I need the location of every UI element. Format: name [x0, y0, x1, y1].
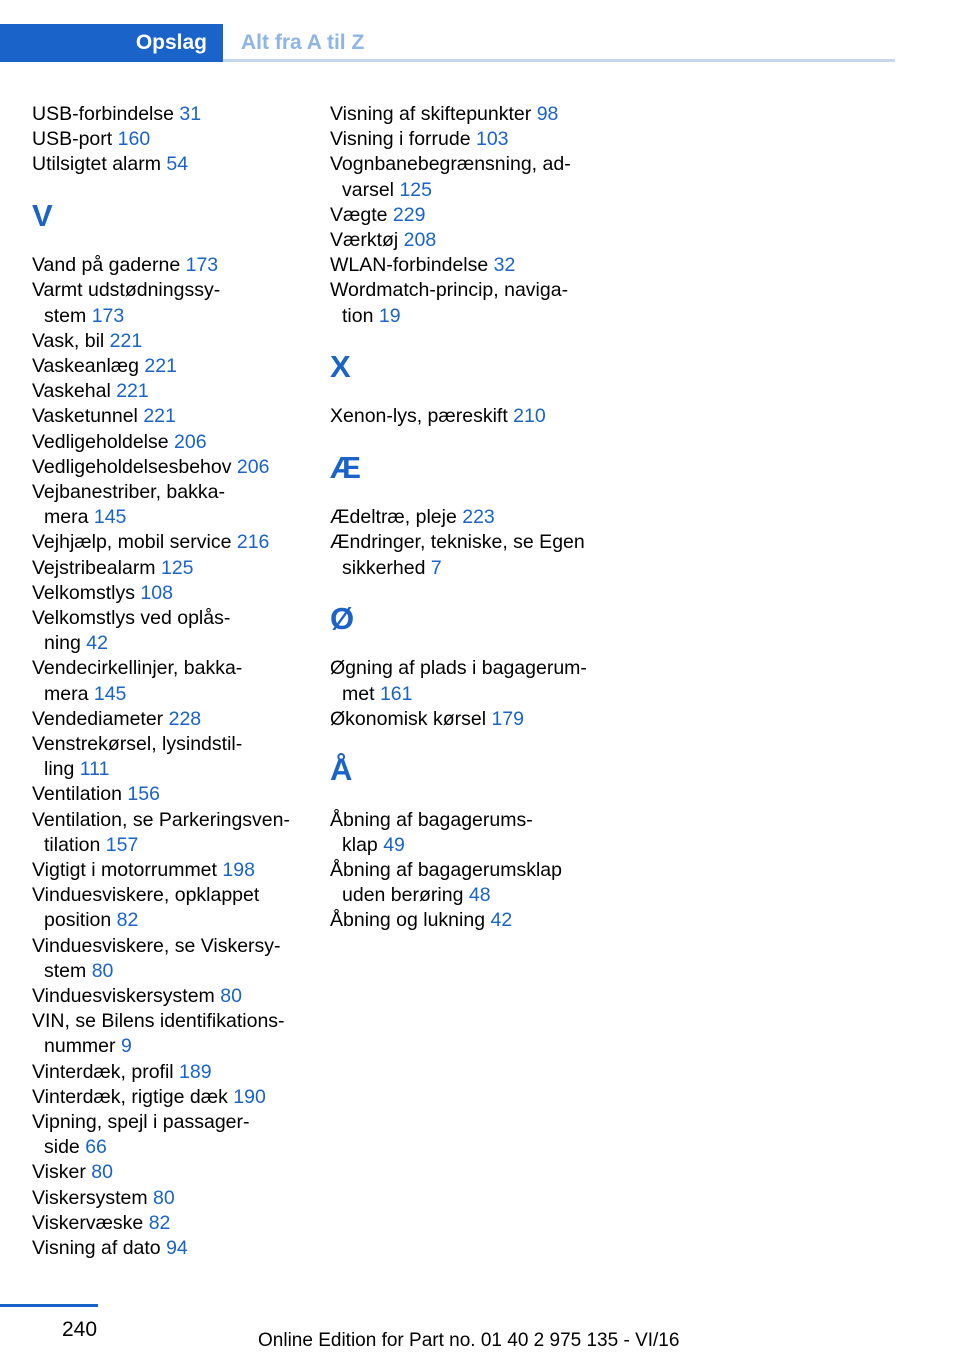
page-reference-link[interactable]: 111 — [79, 758, 110, 781]
page-reference-link[interactable]: 223 — [462, 506, 495, 529]
index-entry-line — [32, 1186, 302, 1211]
index-entry — [32, 1186, 302, 1211]
index-entry-text: uden berøring — [342, 884, 464, 907]
index-entry-text: Vejstribealarm — [32, 556, 156, 579]
page-reference-link[interactable]: 54 — [166, 153, 189, 176]
index-entry-text: stem — [44, 304, 87, 327]
page-reference-link[interactable]: 210 — [513, 405, 546, 428]
index-entry-text: position — [44, 909, 112, 932]
index-entry-text: nummer — [44, 1035, 116, 1058]
index-entry-line — [32, 404, 302, 429]
index-letter-heading: Ø — [330, 600, 355, 636]
index-entry-text: Vedligeholdelse — [32, 430, 169, 453]
page-number: 240 — [62, 1318, 98, 1341]
index-entry-line — [32, 883, 302, 908]
index-entry-line — [330, 505, 610, 530]
page-reference-link[interactable]: 80 — [220, 985, 242, 1008]
index-entry — [330, 152, 610, 202]
index-entry — [32, 808, 302, 858]
page-reference-link[interactable]: 208 — [403, 229, 437, 252]
index-entry-text: Vinterdæk, rigtige dæk — [32, 1085, 228, 1108]
index-entry-line — [330, 404, 610, 429]
index-entry-text: Visning af dato — [32, 1237, 161, 1260]
index-entry-line — [32, 379, 302, 404]
index-entry — [330, 858, 610, 908]
index-entry-text: Vinduesviskere, opklappet — [32, 884, 260, 907]
index-entry — [330, 228, 610, 253]
index-entry-line — [32, 782, 302, 807]
index-entry-text: Vipning, spejl i passager- — [32, 1111, 250, 1134]
index-entry — [32, 782, 302, 807]
index-column-left — [32, 102, 302, 1261]
index-entry-line — [330, 908, 610, 933]
index-entry-line — [330, 178, 610, 203]
index-entry-text: Visning i forrude — [330, 128, 471, 151]
index-entry-text: mera — [44, 506, 89, 529]
index-entry-text: side — [44, 1136, 80, 1159]
page-reference-link[interactable]: 145 — [93, 682, 127, 705]
index-entry-text: Vejhjælp, mobil service — [32, 531, 232, 554]
index-entry-line — [32, 556, 302, 581]
index-entry-line — [32, 127, 302, 152]
page-reference-link[interactable]: 82 — [148, 1211, 171, 1234]
index-entry-line — [330, 253, 610, 278]
index-entry-text: sikkerhed — [342, 556, 426, 579]
index-entry-line — [32, 455, 302, 480]
page-reference-link[interactable]: 160 — [117, 128, 151, 151]
index-entry-line — [32, 152, 302, 177]
section-tabs — [0, 24, 895, 62]
index-entry-line — [32, 430, 302, 455]
index-entry-text: met — [342, 682, 375, 705]
index-entry — [32, 606, 302, 656]
index-entry — [32, 455, 302, 480]
index-entry-line — [32, 732, 302, 757]
index-letter-heading: Æ — [330, 449, 361, 485]
index-entry-line — [32, 530, 302, 555]
index-entry — [32, 404, 302, 429]
page-reference-link[interactable]: 94 — [166, 1237, 188, 1260]
index-entry-line — [32, 631, 302, 656]
page-reference-link[interactable]: 125 — [160, 556, 194, 579]
page-reference-link[interactable]: 221 — [109, 329, 143, 352]
index-entry-text: Vinduesviskere, se Viskersy- — [32, 934, 281, 957]
footer-rule — [0, 1304, 98, 1307]
page-reference-link[interactable]: 161 — [379, 682, 413, 705]
page-reference-link[interactable]: 31 — [179, 103, 202, 125]
index-entry — [32, 480, 302, 530]
index-entry-line — [32, 354, 302, 379]
index-entry — [32, 127, 302, 152]
index-entry-line — [32, 934, 302, 959]
index-entry-text: Vægte — [330, 203, 388, 226]
index-entry-line — [330, 102, 610, 127]
index-entry-line — [32, 1085, 302, 1110]
index-column-right — [330, 102, 610, 934]
page-reference-link[interactable]: 189 — [179, 1060, 212, 1083]
index-entry-line — [330, 278, 610, 303]
index-letter-heading: V — [32, 197, 53, 233]
page-reference-link[interactable]: 206 — [174, 430, 207, 453]
index-entry-line — [32, 984, 302, 1009]
index-entry — [32, 1160, 302, 1185]
index-entry-line — [330, 656, 610, 681]
index-entry — [330, 707, 610, 732]
index-entry-text: Utilsigtet alarm — [32, 153, 161, 176]
index-entry — [330, 203, 610, 228]
index-entry — [330, 102, 610, 127]
index-entry-line — [330, 707, 610, 732]
index-entry-line — [32, 1135, 302, 1160]
index-entry — [32, 379, 302, 404]
index-entry — [330, 404, 610, 429]
index-entry-line — [32, 656, 302, 681]
index-entry-line — [330, 530, 610, 555]
index-entry — [32, 1060, 302, 1085]
index-entry-line — [32, 480, 302, 505]
index-entry — [32, 858, 302, 883]
index-entry-line — [330, 833, 610, 858]
index-entry-text: Åbning af bagagerumsklap — [330, 858, 562, 881]
index-entry — [32, 984, 302, 1009]
index-entry-line — [330, 152, 610, 177]
index-entry-text: Visning af skiftepunkter — [330, 103, 532, 125]
index-entry-line — [32, 253, 302, 278]
page-reference-link[interactable]: 42 — [490, 909, 513, 932]
index-entry — [330, 505, 610, 530]
page-reference-link[interactable]: 145 — [93, 506, 127, 529]
index-entry-text: USB-forbindelse — [32, 103, 174, 125]
index-entry-text: Økonomisk kørsel — [330, 707, 487, 730]
page-reference-link[interactable]: 7 — [430, 556, 442, 579]
index-entry-text: Wordmatch-princip, naviga- — [330, 279, 569, 302]
index-entry-line — [32, 581, 302, 606]
page-reference-link[interactable]: 66 — [85, 1136, 107, 1159]
index-entry-line — [330, 808, 610, 833]
page-reference-link[interactable]: 82 — [116, 909, 139, 932]
index-entry-line — [32, 102, 302, 127]
index-entry-line — [32, 606, 302, 631]
index-letter-heading: X — [330, 349, 351, 385]
index-entry-line — [32, 1009, 302, 1034]
index-entry — [330, 808, 610, 858]
index-entry-text: Ændringer, tekniske, se Egen — [330, 531, 585, 554]
index-entry-text: Ventilation, se Parkeringsven- — [32, 808, 290, 831]
index-entry-text: varsel — [342, 178, 395, 201]
index-entry-text: tilation — [44, 833, 101, 856]
index-entry — [32, 152, 302, 177]
index-entry — [32, 934, 302, 984]
page-reference-link[interactable]: 49 — [383, 833, 405, 856]
page-reference-link[interactable]: 156 — [127, 783, 160, 806]
index-entry-text: tion — [342, 304, 374, 327]
index-entry-text: Vinduesviskersystem — [32, 985, 215, 1008]
index-entry-line — [330, 127, 610, 152]
index-letter-heading: Å — [330, 752, 353, 788]
index-entry-line — [330, 883, 610, 908]
index-entry — [32, 1009, 302, 1059]
page-reference-link[interactable]: 157 — [105, 833, 139, 856]
index-entry-line — [32, 1110, 302, 1135]
page-reference-link[interactable]: 228 — [168, 707, 202, 730]
index-entry-text: Vendecirkellinjer, bakka- — [32, 657, 243, 680]
index-entry-line — [32, 1060, 302, 1085]
page-reference-link[interactable]: 173 — [91, 304, 125, 327]
index-entry-line — [32, 757, 302, 782]
index-entry-line — [32, 1034, 302, 1059]
index-entry — [32, 278, 302, 328]
index-entry-text: Vognbanebegrænsning, ad- — [330, 153, 571, 176]
index-entry-line — [32, 833, 302, 858]
page-reference-link[interactable]: 190 — [233, 1085, 266, 1108]
index-entry — [32, 581, 302, 606]
index-entry-text: Varmt udstødningssy- — [32, 279, 221, 302]
index-entry-text: Vendediameter — [32, 707, 164, 730]
page-reference-link[interactable]: 48 — [468, 884, 491, 907]
index-entry — [32, 102, 302, 127]
index-entry-line — [32, 908, 302, 933]
tab-underline — [223, 59, 895, 62]
index-entry-line — [330, 304, 610, 329]
index-entry-line — [330, 556, 610, 581]
index-entry-text: Ventilation — [32, 783, 122, 806]
index-entry-line — [32, 707, 302, 732]
index-entry-text: stem — [44, 959, 87, 982]
index-entry — [32, 253, 302, 278]
index-entry-text: Ædeltræ, pleje — [330, 506, 457, 529]
page-reference-link[interactable]: 103 — [475, 128, 509, 151]
page-reference-link[interactable]: 42 — [86, 632, 108, 655]
page-reference-link[interactable]: 80 — [153, 1186, 175, 1209]
page-reference-link[interactable]: 221 — [144, 354, 177, 377]
index-entry-text: Venstrekørsel, lysindstil- — [32, 733, 243, 756]
index-entry-line — [32, 505, 302, 530]
index-entry-text: Åbning og lukning — [330, 909, 486, 932]
index-entry-line — [32, 329, 302, 354]
index-entry — [32, 1085, 302, 1110]
index-entry-text: Øgning af plads i bagagerum- — [330, 657, 587, 680]
index-entry-line — [32, 858, 302, 883]
index-entry — [32, 1236, 302, 1261]
page-reference-link[interactable]: 221 — [116, 380, 149, 403]
index-entry-line — [32, 682, 302, 707]
index-entry-text: ning — [44, 632, 81, 655]
index-entry-line — [330, 203, 610, 228]
tab-opslag[interactable]: Opslag — [0, 24, 223, 62]
index-entry — [32, 1110, 302, 1160]
index-entry-text: WLAN-forbindelse — [330, 254, 489, 277]
index-entry-line — [330, 858, 610, 883]
index-entry-line — [32, 1211, 302, 1236]
index-entry-text: Vedligeholdelsesbehov — [32, 455, 232, 478]
index-entry-line — [32, 1160, 302, 1185]
index-entry-text: Viskervæske — [32, 1211, 144, 1234]
page-reference-link[interactable]: 32 — [493, 254, 516, 277]
page-reference-link[interactable]: 173 — [185, 254, 219, 277]
index-entry-text: Værktøj — [330, 229, 399, 252]
index-entry-line — [32, 808, 302, 833]
index-entry — [32, 329, 302, 354]
index-entry — [330, 127, 610, 152]
index-entry-line — [32, 304, 302, 329]
index-entry-text: Åbning af bagagerums- — [330, 808, 533, 831]
index-entry — [32, 430, 302, 455]
index-entry-line — [330, 228, 610, 253]
index-entry-text: VIN, se Bilens identifikations- — [32, 1010, 285, 1033]
index-entry-text: Viskersystem — [32, 1186, 148, 1209]
page-reference-link[interactable]: 179 — [491, 707, 524, 730]
index-entry-text: USB-port — [32, 128, 113, 151]
index-entry — [32, 530, 302, 555]
index-entry-text: Velkomstlys ved oplås- — [32, 607, 231, 630]
page-reference-link[interactable]: 216 — [236, 531, 270, 554]
page-reference-link[interactable]: 198 — [222, 859, 255, 882]
index-entry — [32, 732, 302, 782]
index-entry-text: Vasketunnel — [32, 405, 138, 428]
index-entry-text: Vaskeanlæg — [32, 354, 139, 377]
index-entry-text: Vejbanestriber, bakka- — [32, 481, 225, 503]
page-reference-link[interactable]: 80 — [91, 1161, 113, 1184]
page-reference-link[interactable]: 125 — [399, 178, 432, 201]
index-entry-text: Vask, bil — [32, 329, 105, 352]
page-reference-link[interactable]: 80 — [91, 959, 114, 982]
page-reference-link[interactable]: 98 — [536, 103, 559, 125]
index-entry — [330, 253, 610, 278]
index-entry-text: Xenon-lys, pæreskift — [330, 405, 508, 428]
edition-note: Online Edition for Part no. 01 40 2 975 135 - VI/16 — [258, 1330, 680, 1351]
index-entry — [330, 908, 610, 933]
page-reference-link[interactable]: 229 — [392, 203, 426, 226]
index-entry — [32, 556, 302, 581]
index-entry-text: ling — [44, 758, 75, 781]
index-entry-line — [32, 278, 302, 303]
index-entry-line — [32, 959, 302, 984]
index-entry — [32, 656, 302, 706]
page-reference-link[interactable]: 221 — [143, 405, 176, 428]
index-entry — [32, 354, 302, 379]
page-reference-link[interactable]: 19 — [378, 304, 401, 327]
page-reference-link[interactable]: 206 — [236, 455, 270, 478]
index-entry-text: klap — [342, 833, 378, 856]
index-entry-text: Vigtigt i motorrummet — [32, 859, 217, 882]
index-entry — [330, 278, 610, 328]
index-entry-text: Velkomstlys — [32, 581, 135, 604]
page-reference-link[interactable]: 108 — [140, 581, 173, 604]
index-entry-text: Visker — [32, 1161, 86, 1184]
index-entry — [330, 530, 610, 580]
index-entry — [32, 1211, 302, 1236]
index-entry-text: Vand på gaderne — [32, 254, 181, 277]
index-entry — [32, 883, 302, 933]
index-entry-text: Vaskehal — [32, 380, 111, 403]
index-entry — [32, 707, 302, 732]
page-reference-link[interactable]: 9 — [120, 1035, 132, 1058]
index-entry-line — [330, 682, 610, 707]
index-entry-line — [32, 1236, 302, 1261]
index-entry-text: Vinterdæk, profil — [32, 1060, 174, 1083]
index-entry — [330, 656, 610, 706]
tab-alt-fra-a-til-z[interactable]: Alt fra A til Z — [241, 31, 365, 54]
index-entry-text: mera — [44, 682, 89, 705]
